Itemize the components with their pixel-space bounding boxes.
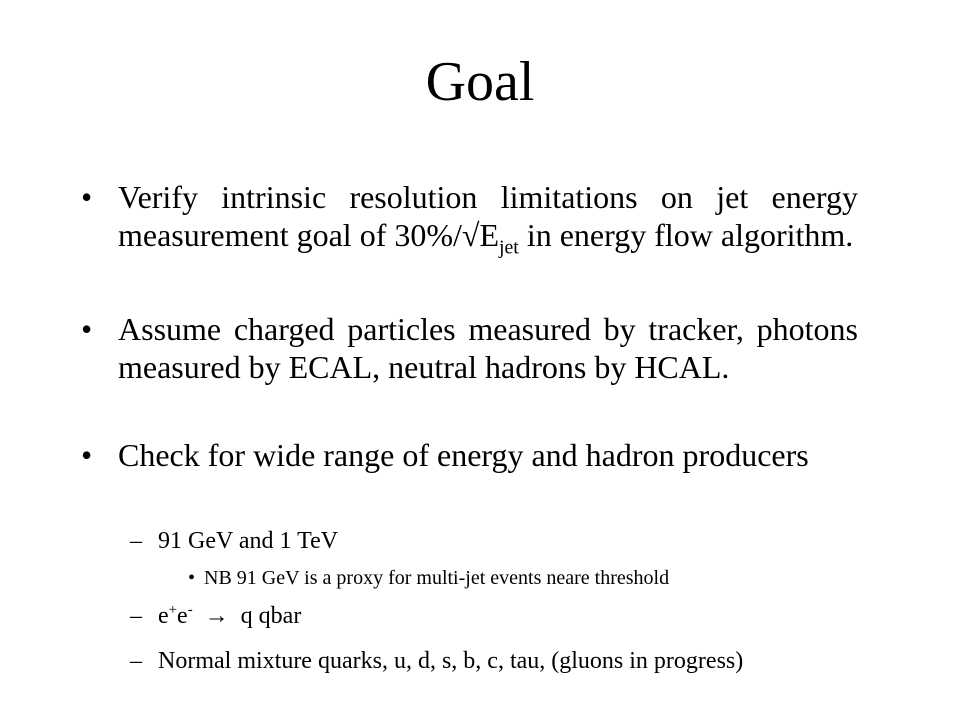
arrow-symbol: → <box>192 603 241 629</box>
subsubbullet-text: NB 91 GeV is a proxy for multi-jet events neare threshold <box>204 567 670 589</box>
subbullet-marker: – <box>130 648 142 674</box>
bullet-text-post: in energy flow algorithm. <box>518 217 854 253</box>
electron-symbol-2: e <box>177 603 188 629</box>
subbullet-marker: – <box>130 603 142 629</box>
superscript-minus: - <box>187 602 193 618</box>
slide-title: Goal <box>425 51 535 113</box>
bullet-marker: • <box>81 311 93 347</box>
bullet-marker: • <box>81 179 93 215</box>
bullet-check-range <box>81 436 858 474</box>
electron-symbol: e <box>158 603 169 629</box>
subbullet-marker: – <box>130 528 142 554</box>
subbullet-text: Normal mixture quarks, u, d, s, b, c, tau, (gluons in progress) <box>158 648 744 674</box>
bullet-assume-particles <box>81 310 858 386</box>
subbullet-text: 91 GeV and 1 TeV <box>158 528 339 554</box>
subsubbullet-note <box>188 565 844 591</box>
bullet-text: Assume charged particles measured by tracker, photons measured by ECAL, neutral hadrons by HCAL. <box>118 311 858 385</box>
subsubbullet-marker: • <box>188 567 196 589</box>
subbullet-energies <box>130 526 848 556</box>
bullet-verify-resolution <box>81 178 858 259</box>
subbullet-mixture <box>130 646 848 676</box>
bullet-text: Check for wide range of energy and hadron producers <box>118 437 809 473</box>
subscript-jet: jet <box>499 236 519 259</box>
superscript-plus: + <box>168 602 178 618</box>
subbullet-process <box>130 601 848 631</box>
subbullet-text: q qbar <box>240 603 302 629</box>
bullet-text-pre: Verify intrinsic resolution limitations on jet energy measurement goal of 30%/√E <box>118 179 858 253</box>
bullet-marker: • <box>81 437 93 473</box>
